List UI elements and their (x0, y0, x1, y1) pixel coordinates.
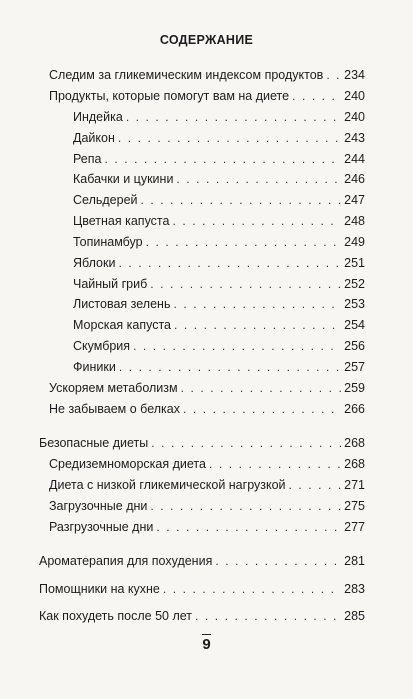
toc-entry (73, 235, 365, 250)
toc-entry (49, 402, 365, 417)
toc-entry-label: Листовая зелень (73, 297, 171, 311)
toc-entry-page: 251 (344, 256, 365, 270)
toc-entry-page: 266 (344, 402, 365, 416)
toc-entry-label: Топинамбур (73, 235, 143, 249)
toc-entry-label: Ускоряем метаболизм (49, 381, 178, 395)
toc-entry-page: 246 (344, 172, 365, 186)
toc-entry (73, 193, 365, 208)
toc-entry-page: 249 (344, 235, 365, 249)
toc-entry (73, 110, 365, 125)
toc-entry (73, 318, 365, 333)
toc-entry-label: Морская капуста (73, 318, 172, 332)
toc-leader-dots (326, 68, 341, 83)
toc-entry-label: Следим за гликемическим индексом продуктов (49, 68, 324, 82)
toc-entry (39, 554, 365, 569)
toc-entry-label: Не забываем о белках (49, 402, 180, 416)
toc-entry-label: Репа (73, 152, 102, 166)
toc-entry (49, 89, 365, 104)
toc-entry (73, 256, 365, 271)
page-title: СОДЕРЖАНИЕ (159, 33, 254, 47)
toc-leader-dots (181, 381, 342, 396)
toc-entry-page: 277 (344, 520, 365, 534)
toc-entry (73, 172, 365, 187)
toc-entry-page: 254 (344, 318, 365, 332)
toc-entry-label: Разгрузочные дни (49, 520, 154, 534)
toc-entry (49, 499, 365, 514)
toc-entry-label: Диета с низкой гликемической нагрузкой (49, 478, 286, 492)
toc-entry-page: 234 (344, 68, 365, 82)
toc-entry-label: Яблоки (73, 256, 116, 270)
toc-leader-dots (209, 457, 341, 472)
toc-leader-dots (146, 235, 342, 250)
toc-leader-dots (172, 214, 341, 229)
toc-leader-dots (118, 256, 341, 271)
toc-leader-dots (151, 436, 341, 451)
toc-leader-dots (163, 582, 341, 597)
toc-entry-label: Загрузочные дни (49, 499, 148, 513)
toc-entry-page: 275 (344, 499, 365, 513)
toc-leader-dots (289, 478, 342, 493)
toc-entry-page: 240 (344, 89, 365, 103)
toc-leader-dots (156, 520, 341, 535)
toc-entry-label: Индейка (73, 110, 123, 124)
toc-entry-label: Сельдерей (73, 193, 138, 207)
toc-entry-page: 243 (344, 131, 365, 145)
toc-entry (39, 436, 365, 451)
toc-leader-dots (174, 318, 341, 333)
toc-entry-label: Помощники на кухне (39, 582, 160, 596)
toc-leader-dots (292, 89, 341, 104)
toc-entry-page: 259 (344, 381, 365, 395)
toc-entry (49, 381, 365, 396)
toc-entry (39, 609, 365, 624)
toc-entry-page: 285 (344, 609, 365, 623)
toc-entry-label: Безопасные диеты (39, 436, 149, 450)
toc-entry-label: Цветная капуста (73, 214, 170, 228)
toc-entry (49, 520, 365, 535)
toc-leader-dots (150, 499, 341, 514)
toc-entry (49, 68, 365, 83)
toc-entry-page: 257 (344, 360, 365, 374)
toc-entry-label: Ароматерапия для похудения (39, 554, 213, 568)
toc-leader-dots (195, 609, 341, 624)
toc-entry-label: Как похудеть после 50 лет (39, 609, 193, 623)
toc-entry (73, 214, 365, 229)
toc-leader-dots (133, 339, 341, 354)
toc-entry (39, 582, 365, 597)
toc-leader-dots (215, 554, 341, 569)
toc-entry-label: Чайный гриб (73, 277, 148, 291)
toc-entry-page: 268 (344, 457, 365, 471)
toc-entry-page: 240 (344, 110, 365, 124)
toc-leader-dots (104, 152, 341, 167)
toc-entry-page: 252 (344, 277, 365, 291)
toc-entry-page: 247 (344, 193, 365, 207)
toc-entry-page: 248 (344, 214, 365, 228)
toc-entry (73, 297, 365, 312)
toc-entry (49, 478, 365, 493)
toc-entry (73, 360, 365, 375)
toc-entry (73, 339, 365, 354)
page-number (0, 636, 413, 653)
toc-entry-label: Кабачки и цукини (73, 172, 174, 186)
toc-entry-label: Средиземноморская диета (49, 457, 206, 471)
toc-leader-dots (176, 172, 341, 187)
toc-entry (73, 152, 365, 167)
toc-leader-dots (141, 193, 342, 208)
toc-entry-page: 271 (344, 478, 365, 492)
toc-entry (73, 131, 365, 146)
toc-entry-label: Скумбрия (73, 339, 131, 353)
toc-entry (49, 457, 365, 472)
toc-entry-page: 268 (344, 436, 365, 450)
toc-leader-dots (150, 277, 341, 292)
toc-leader-dots (119, 360, 341, 375)
toc-entry-label: Финики (73, 360, 116, 374)
toc-leader-dots (173, 297, 341, 312)
toc-leader-dots (118, 131, 341, 146)
toc-entry-label: Дайкон (73, 131, 115, 145)
toc-entry-page: 256 (344, 339, 365, 353)
toc-leader-dots (183, 402, 341, 417)
toc-leader-dots (126, 110, 341, 125)
toc-entry-page: 253 (344, 297, 365, 311)
page-number-text: 9 (202, 636, 211, 653)
toc-entry-label: Продукты, которые помогут вам на диете (49, 89, 290, 103)
toc-entry (73, 277, 365, 292)
toc-entry-page: 244 (344, 152, 365, 166)
toc-entry-page: 283 (344, 582, 365, 596)
toc-entry-page: 281 (344, 554, 365, 568)
